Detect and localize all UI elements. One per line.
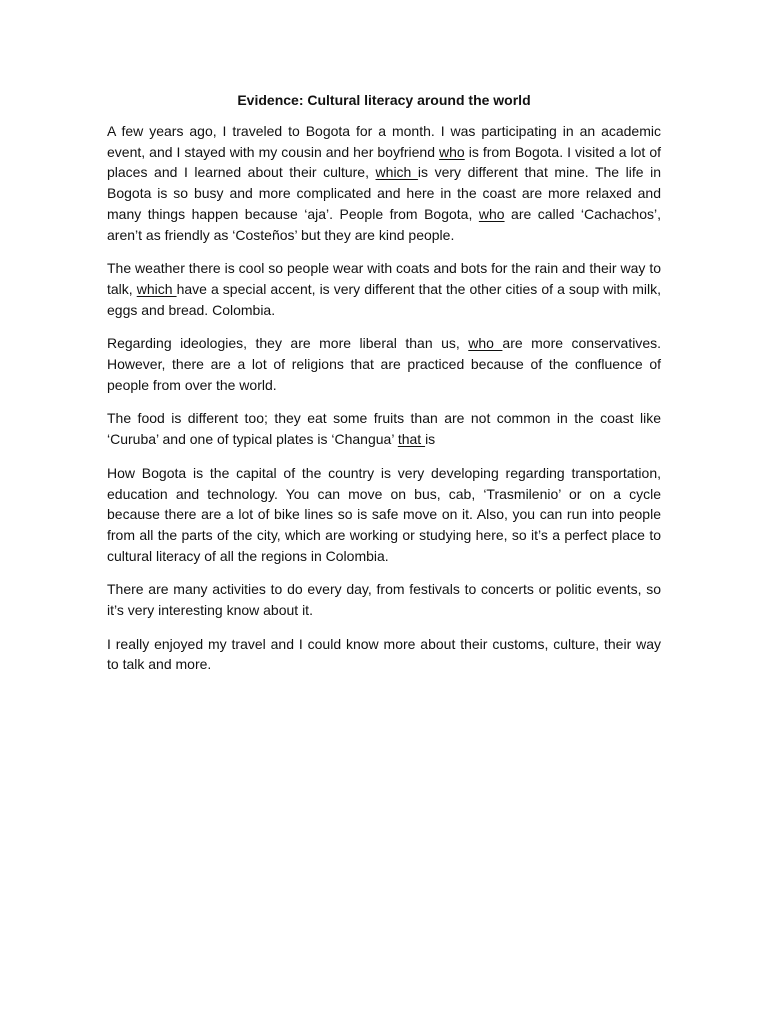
paragraph-text: is from Bogota. I visited a lot of places and I learned about their culture, <box>107 143 661 181</box>
document-page <box>107 90 661 688</box>
paragraph-text: Regarding ideologies, they are more liberal than us, <box>107 335 469 352</box>
paragraph-2 <box>107 258 661 320</box>
paragraph-7 <box>107 634 661 675</box>
paragraph-5 <box>107 463 661 567</box>
paragraph-text: How Bogota is the capital of the country is very developing regarding transportation, education and technology. You can move on bus, cab, ‘Trasmilenio’ or on a cycle because there are a lot of bike lines so is safe move on it. Also, you can run into people from all the parts of the city, which are working or studying here, so it’s a perfect place to cultural literacy of all the regions in Colombia. <box>107 464 661 564</box>
paragraph-3 <box>107 333 661 395</box>
document-title: Evidence: Cultural literacy around the world <box>237 92 531 108</box>
underlined-word: which <box>136 280 177 297</box>
paragraph-text: is very different that mine. The life in Bogota is so busy and more complicated and here in the coast are more relaxed and many things happen because ‘aja’. People from Bogota, <box>107 164 661 222</box>
paragraph-text: The weather there is cool so people wear with coats and bots for the rain and their way to talk, <box>107 260 661 297</box>
paragraph-text: have a special accent, is very different that the other cities of a soup with milk, eggs and bread. Colombia. <box>107 280 661 318</box>
paragraph-text: There are many activities to do every day, from festivals to concerts or politic events, so it’s very interesting know about it. <box>107 581 661 619</box>
paragraph-4 <box>107 408 661 449</box>
underlined-word: who <box>439 143 465 160</box>
paragraph-text: are more conservatives. However, there are a lot of religions that are practiced because of the confluence of people from over the world. <box>107 335 661 393</box>
paragraph-text: I really enjoyed my travel and I could know more about their customs, culture, their way to talk and more. <box>107 635 661 673</box>
underlined-word: which <box>375 164 418 181</box>
paragraph-1 <box>107 121 661 245</box>
paragraph-text: are called ‘Cachachos’, aren’t as friendly as ‘Costeños’ but they are kind people. <box>107 205 661 243</box>
paragraph-text: The food is different too; they eat some fruits than are not common in the coast like ‘Curuba’ and one of typical plates is ‘Changua’ <box>107 410 661 448</box>
paragraph-6 <box>107 579 661 620</box>
underlined-word: who <box>478 205 505 222</box>
underlined-word: who <box>468 335 503 352</box>
paragraph-text: A few years ago, I traveled to Bogota for a month. I was participating in an academic event, and I stayed with my cousin and her boyfriend <box>107 123 661 160</box>
paragraph-text: is <box>425 431 436 448</box>
underlined-word: that <box>397 431 426 448</box>
